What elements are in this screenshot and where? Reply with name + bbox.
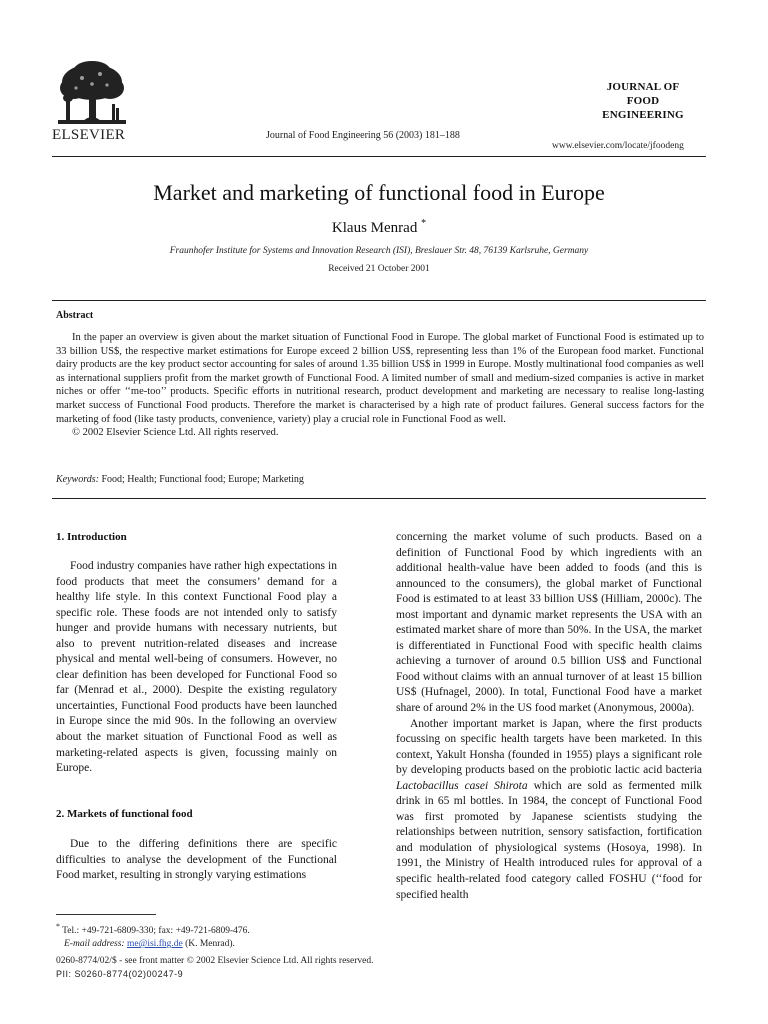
introduction-body [56,559,337,777]
journal-url-link[interactable]: www.elsevier.com/locate/jfoodeng [552,141,684,151]
author-footnote [56,920,356,951]
bacteria-species-name: Lactobacillus casei Shirota [396,779,528,792]
publisher-name: ELSEVIER [52,127,126,143]
journal-name-line-1: JOURNAL OF [606,81,680,93]
author-affiliation: Fraunhofer Institute for Systems and Innovation Research (ISI), Breslauer Str. 48, 76139 Karlsruhe, Germany [169,246,589,256]
pii-line: PII: S0260-8774(02)00247-9 [56,969,184,979]
right-paragraph-2 [396,717,702,904]
keywords-label: Keywords: [56,474,99,485]
right-paragraph-1: concerning the market volume of such products. Based on a definition of Functional Food by which ingredients with an additional health-value have been added to foods (and this is announced to the consumers), the global market of Functional Food is estimated to at least 33 billion US$ (Hilliam, 2000c). The most important and dynamic market represents the USA with an estimated market share of more than 50%. In the USA, the market is differentiated in Functional Food with specific health claims achieving a turnover of around 0.5 billion US$ and Functional Food without claims with an annual turnover of at least 15 billion US$ (Hufnagel, 2000). In total, Functional Food have a market share of around 2% in the US food market (Anonymous, 2000a). [396,531,702,715]
abstract-heading: Abstract [56,310,94,321]
front-matter-line: 0260-8774/02/$ - see front matter © 2002 Elsevier Science Ltd. All rights reserved. [56,956,374,966]
abstract-text: In the paper an overview is given about the market situation of Functional Food in Europe. The global market of Functional Food is estimated up to 33 billion US$, the respective market estimations for Europe exceed 2 billion US$, representing less than 1% of the European food market. Functional dairy products are the key product sector accounting for sales of around 1.35 billion US$ in 1999 in Europe. Mostly multinational food companies as well as international suppliers profit from the market growth of Functional Food. A limited number of small and medium-sized companies is active in market niches or offer ‘‘me-too’’ products. Specific efforts in nutritional research, product development and marketing are necessary to realise long-lasting market success of Functional Food products. Therefore the market is characterised by a high rate of product failures. General success factors for the marketing of food (like tasty products, convenience, variety) play a crucial role in Functional Food as well. [56,332,704,425]
footnote-rule [56,914,156,915]
email-owner: (K. Menrad). [185,939,235,950]
bottom-meta [56,955,373,981]
markets-body [56,837,337,884]
email-label: E-mail address: [64,939,125,950]
abstract-top-rule [52,300,706,301]
right-paragraph-2-a: Another important market is Japan, where the first products focussing on specific health targets have been marketed. In this context, Yakult Honsha (founded in 1955) plays a significant role by developing products based on the probiotic lactic acid bacteria [396,717,702,777]
footnote-email-line [56,938,356,951]
introduction-paragraph: Food industry companies have rather high expectations in food products that meet the consumers’ demand for a healthy life style. In this context Functional Food play a specific role. These foods are not intended only to satisfy hunger and provide humans with necessary nutrients, but also to prevent nutrition-related diseases and increase physical and mental well-being of consumers. However, no clear definition has been developed for Functional Food so far (Menrad et al., 2000). Despite the existing regulatory uncertainties, Functional Food products have been launched in Europe since the mid 90s. In the following an overview about the market situation of Functional Food as well as marketing-related aspects is given, focussing mainly on Europe. [56,560,337,775]
markets-paragraph: Due to the differing definitions there are specific difficulties to analyse the development of the Functional Food market, resulting in strongly varying estimations [56,838,337,882]
abstract-body [56,331,704,440]
author-name: Klaus Menrad [331,220,418,236]
email-link[interactable]: me@isi.fhg.de [126,939,183,950]
footnote-contact [56,920,356,938]
keywords-list: Food; Health; Functional food; Europe; Marketing [101,474,304,485]
section-heading-introduction: 1. Introduction [56,531,127,543]
section-heading-markets: 2. Markets of functional food [56,808,193,820]
author-line [52,218,706,237]
journal-name-line-2: FOOD [626,95,660,107]
footnote-phone: Tel.: +49-721-6809-330; fax: +49-721-6809-476. [62,926,250,937]
footnote-mark: * [56,922,60,931]
author-footnote-mark[interactable]: * [421,218,427,229]
header-rule [52,156,706,157]
received-date: Received 21 October 2001 [328,264,430,274]
keywords-line [56,474,304,485]
journal-name [590,80,696,122]
abstract-copyright: © 2002 Elsevier Science Ltd. All rights reserved. [72,427,279,439]
journal-citation: Journal of Food Engineering 56 (2003) 181–188 [266,130,460,141]
article-title: Market and marketing of functional food in Europe [153,180,605,205]
right-column [396,530,702,903]
right-paragraph-2-b: which are sold as fermented milk drink in 65 ml bottles. In 1984, the concept of Functional Food was first promoted by Japanese scientists studying the relationships between nutrition, sensory satisfaction, fortification and modulation of physiological systems (Hosoya, 1998). In 1991, the Ministry of Health introduced rules for approval of a specific health-related food category called FOSHU (‘‘food for specified health [396,779,702,901]
journal-name-line-3: ENGINEERING [602,109,684,121]
abstract-bottom-rule [52,498,706,499]
